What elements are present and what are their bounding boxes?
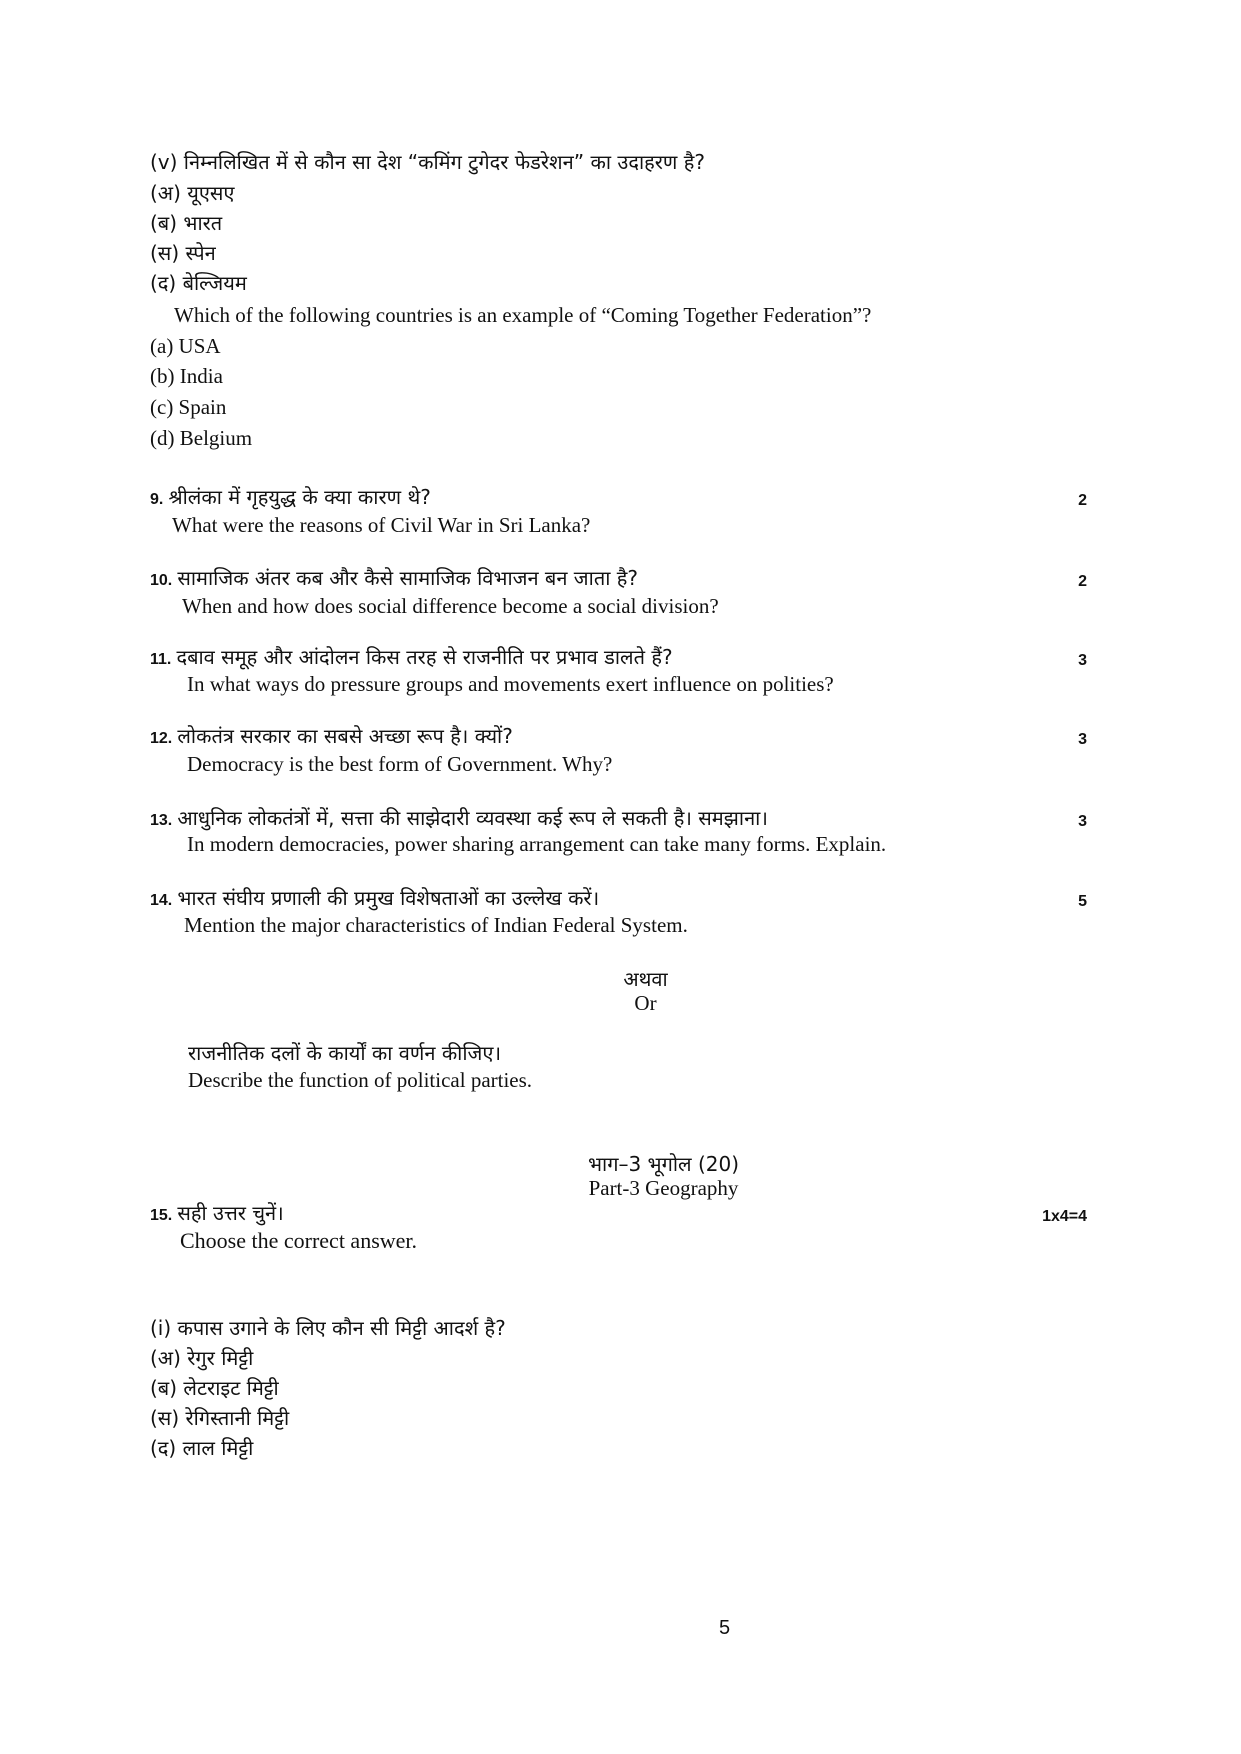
question-11 [150,647,673,668]
q8v-english-option-d: (d) Belgium [150,426,253,450]
q8v-english-option-a: (a) USA [150,334,221,358]
question-10-hindi: सामाजिक अंतर कब और कैसे सामाजिक विभाजन बन जाता है? [177,566,638,590]
question-11-english: In what ways do pressure groups and movements exert influence on polities? [187,672,834,696]
question-15 [150,1203,284,1224]
question-9-english: What were the reasons of Civil War in Sri Lanka? [172,513,591,537]
question-15-marks: 1x4=4 [1042,1208,1087,1225]
question-10-marks: 2 [1078,573,1087,590]
q15i-hindi-option-b: (ब) लेटराइट मिट्टी [150,1376,279,1400]
or-english: Or [634,991,657,1015]
question-14-alt-hindi: राजनीतिक दलों के कार्यों का वर्णन कीजिए। [188,1041,502,1065]
question-12 [150,726,513,747]
question-14-english: Mention the major characteristics of Indian Federal System. [184,913,688,937]
q8v-hindi-option-b: (ब) भारत [150,211,223,235]
q15i-hindi-option-c: (स) रेगिस्तानी मिट्टी [150,1406,290,1430]
question-13 [150,808,768,829]
question-10-english: When and how does social difference become a social division? [182,594,719,618]
question-10 [150,568,638,589]
question-9-marks: 2 [1078,492,1087,509]
question-9-number: 9. [150,491,164,508]
question-14 [150,888,599,909]
question-13-english: In modern democracies, power sharing arrangement can take many forms. Explain. [187,832,887,856]
q15i-hindi-option-a: (अ) रेगुर मिट्टी [150,1346,254,1370]
part3-heading-english: Part-3 Geography [588,1176,739,1200]
question-11-marks: 3 [1078,652,1087,669]
question-13-hindi: आधुनिक लोकतंत्रों में, सत्ता की साझेदारी व्यवस्था कई रूप ले सकती है। समझाना। [177,806,768,830]
question-14-number: 14. [150,892,173,909]
q8v-english-option-b: (b) India [150,364,223,388]
question-10-number: 10. [150,572,173,589]
question-13-marks: 3 [1078,813,1087,830]
q15i-hindi-option-d: (द) लाल मिट्टी [150,1436,254,1460]
question-14-marks: 5 [1078,893,1087,910]
q8v-hindi-option-d: (द) बेल्जियम [150,271,247,295]
question-12-number: 12. [150,730,173,747]
question-13-number: 13. [150,812,173,829]
question-9 [150,487,431,508]
question-12-hindi: लोकतंत्र सरकार का सबसे अच्छा रूप है। क्यों? [177,724,513,748]
part3-heading-hindi: भाग–3 भूगोल (20) [587,1152,740,1176]
question-15-hindi: सही उत्तर चुनें। [177,1201,284,1225]
q15i-hindi: (i) कपास उगाने के लिए कौन सी मिट्टी आदर्श है? [150,1316,506,1340]
question-14-hindi: भारत संघीय प्रणाली की प्रमुख विशेषताओं का उल्लेख करें। [177,886,600,910]
question-9-hindi: श्रीलंका में गृहयुद्ध के क्या कारण थे? [168,485,431,509]
question-14-alt-english: Describe the function of political parties. [188,1068,533,1092]
question-12-english: Democracy is the best form of Government. Why? [187,752,613,776]
q8v-english: Which of the following countries is an example of “Coming Together Federation”? [174,303,872,327]
or-hindi: अथवा [623,967,668,991]
question-11-hindi: दबाव समूह और आंदोलन किस तरह से राजनीति पर प्रभाव डालते हैं? [176,645,673,669]
q8v-hindi: (v) निम्नलिखित में से कौन सा देश “कमिंग टुगेदर फेडरेशन” का उदाहरण है? [150,150,705,174]
q8v-hindi-option-a: (अ) यूएसए [150,181,235,205]
q8v-english-option-c: (c) Spain [150,395,227,419]
question-11-number: 11. [150,651,172,668]
q8v-hindi-option-c: (स) स्पेन [150,241,216,265]
page-number: 5 [718,1617,731,1639]
question-15-english: Choose the correct answer. [180,1228,418,1253]
question-15-number: 15. [150,1207,173,1224]
question-12-marks: 3 [1078,731,1087,748]
